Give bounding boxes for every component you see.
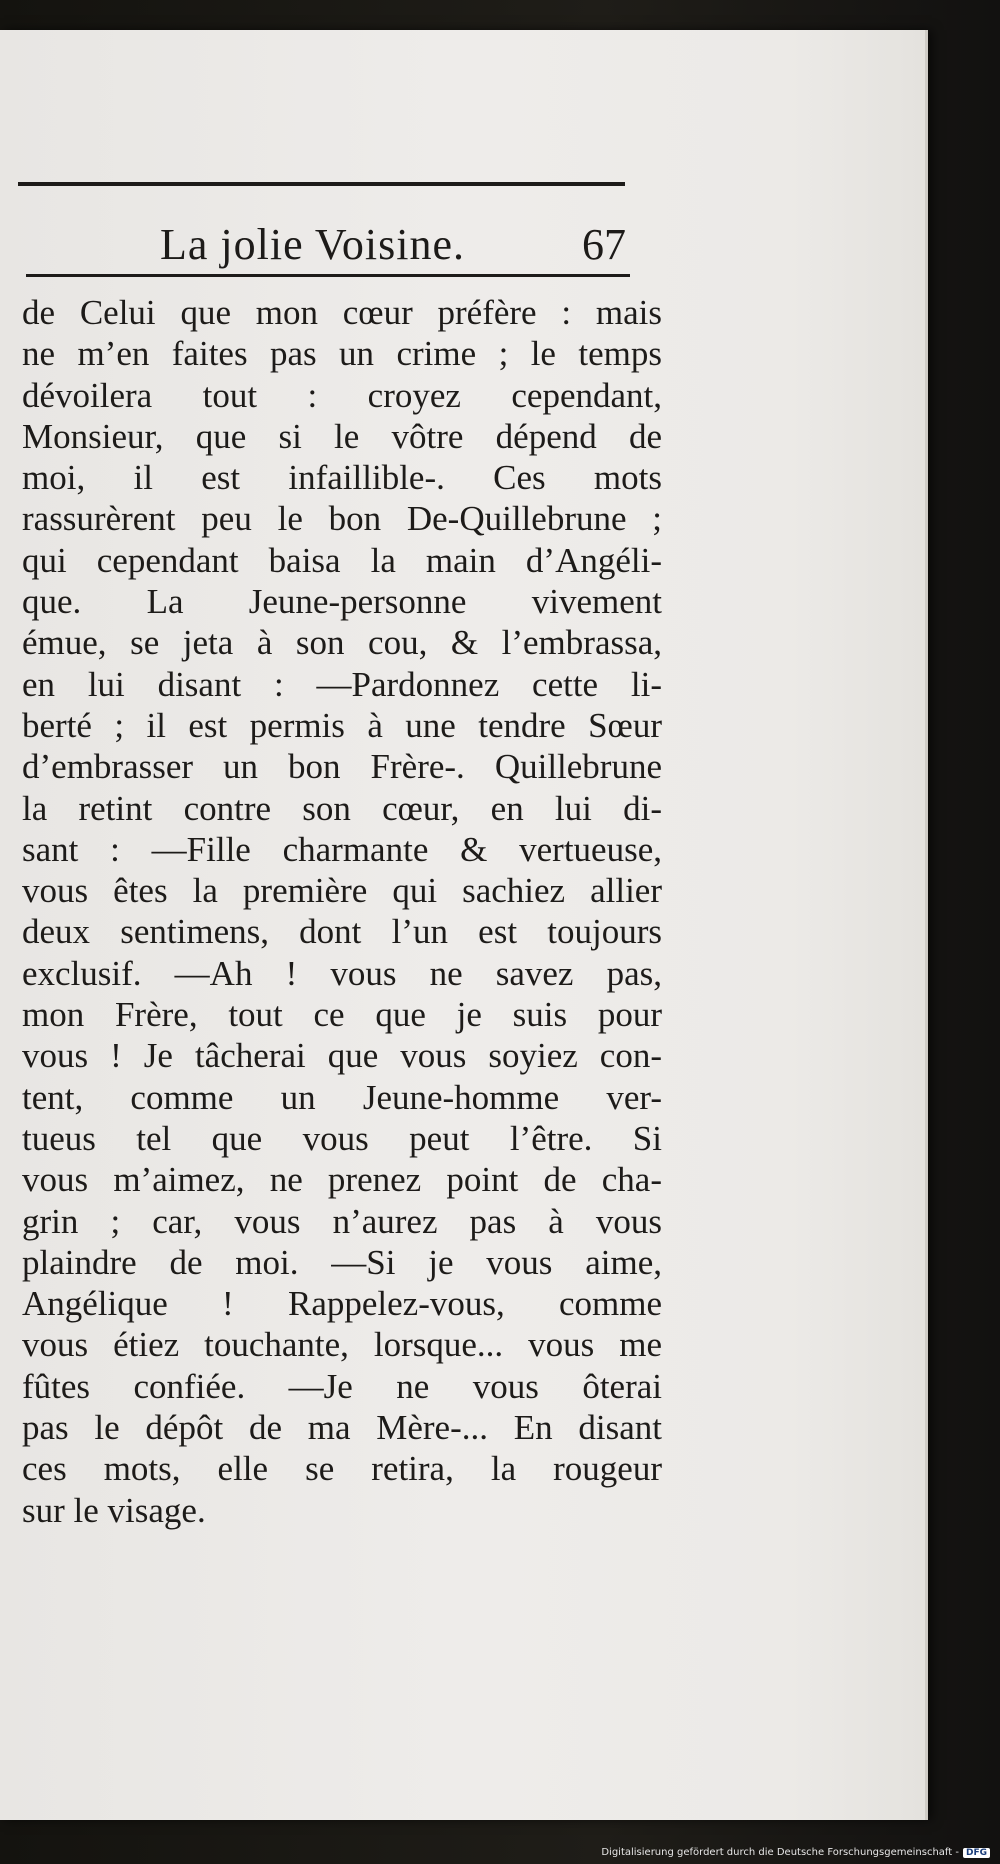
- text-line: mon Frère, tout ce que je suis pour: [22, 995, 662, 1035]
- text-line: émue, se jeta à son cou, & l’embrassa,: [22, 623, 662, 663]
- body-text: [22, 292, 662, 1531]
- text-line: moi, il est infaillible-. Ces mots: [22, 458, 662, 498]
- text-line: en lui disant : —Pardonnez cette li-: [22, 664, 662, 704]
- text-line: Monsieur, que si le vôtre dépend de: [22, 416, 662, 456]
- text-line: exclusif. —Ah ! vous ne savez pas,: [22, 953, 662, 993]
- text-line: ne m’en faites pas un crime ; le temps: [22, 334, 662, 374]
- text-line: fûtes confiée. —Je ne vous ôterai: [22, 1366, 662, 1406]
- text-line: de Celui que mon cœur préfère : mais: [22, 293, 662, 332]
- digitization-credit: [601, 1847, 990, 1858]
- text-line: la retint contre son cœur, en lui di-: [22, 788, 662, 828]
- text-line: pas le dépôt de ma Mère-... En disant: [22, 1408, 662, 1448]
- text-line: tent, comme un Jeune-homme ver-: [22, 1077, 662, 1117]
- text-line: tueus tel que vous peut l’être. Si: [22, 1118, 662, 1158]
- credit-text: Digitalisierung gefördert durch die Deutsche Forschungsgemeinschaft -: [601, 1847, 959, 1858]
- text-line: rassurèrent peu le bon De-Quillebrune ;: [22, 499, 662, 539]
- text-line: plaindre de moi. —Si je vous aime,: [22, 1242, 662, 1282]
- text-line: d’embrasser un bon Frère-. Quillebrune: [22, 747, 662, 787]
- text-line: vous ! Je tâcherai que vous soyiez con-: [22, 1036, 662, 1076]
- text-line: sur le visage.: [22, 1490, 206, 1530]
- text-line: sant : —Fille charmante & vertueuse,: [22, 829, 662, 869]
- header-rule-bottom: [26, 274, 630, 277]
- text-line: vous m’aimez, ne prenez point de cha-: [22, 1160, 662, 1200]
- text-line: dévoilera tout : croyez cependant,: [22, 375, 662, 415]
- text-line: vous étiez touchante, lorsque... vous me: [22, 1325, 662, 1365]
- text-line: grin ; car, vous n’aurez pas à vous: [22, 1201, 662, 1241]
- text-line: berté ; il est permis à une tendre Sœur: [22, 705, 662, 745]
- text-line: vous êtes la première qui sachiez allier: [22, 871, 662, 911]
- text-line: ces mots, elle se retira, la rougeur: [22, 1449, 662, 1489]
- dfg-logo: DFG: [963, 1848, 990, 1858]
- running-head: La jolie Voisine.: [160, 220, 466, 269]
- text-line: que. La Jeune-personne vivement: [22, 582, 662, 622]
- text-line: qui cependant baisa la main d’Angéli-: [22, 540, 662, 580]
- book-page: [0, 30, 928, 1820]
- text-line: deux sentimens, dont l’un est toujours: [22, 912, 662, 952]
- header-rule-top: [18, 182, 625, 186]
- text-line: Angélique ! Rappelez-vous, comme: [22, 1284, 662, 1324]
- page-number: 67: [582, 220, 626, 269]
